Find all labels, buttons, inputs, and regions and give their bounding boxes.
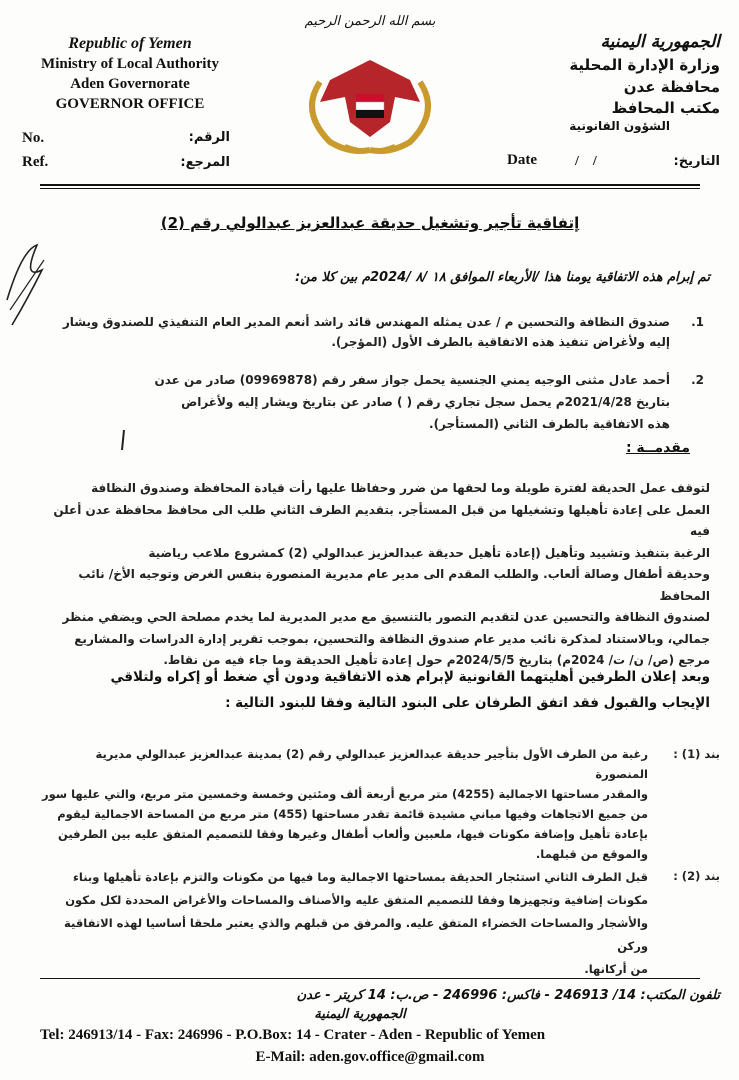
ar-republic: الجمهورية اليمنية <box>600 32 720 52</box>
eagle-emblem-icon <box>290 42 450 162</box>
ref-label-ar: المرجع: <box>180 155 230 170</box>
en-ministry: Ministry of Local Authority <box>41 56 219 72</box>
clause-line: من أركانها. <box>584 962 648 976</box>
ar-governor-office: مكتب المحافظ <box>611 99 720 117</box>
header-divider <box>40 184 700 186</box>
letterhead-en <box>30 34 230 114</box>
clause2-label: بند (2) : <box>673 869 720 883</box>
document-title: إتفاقية تأجير وتشغيل حديقة عبدالعزيز عبدالولي رقم (2) <box>160 214 580 232</box>
party1-number: 1. <box>691 315 704 329</box>
footer-ar-country: الجمهورية اليمنية <box>314 1007 406 1022</box>
clause-line: قبل الطرف الثاني استئجار الحديقة بمساحتها الاجمالية وما فيها من مكونات والتزم بإعادة تأهيلها وبناء <box>73 870 648 884</box>
clause-line: مكونات إضافية وتجهيزها وفقا للتصميم المتفق عليه والأصناف والمساحات والأغراض المحددة لكل مكون <box>65 893 648 907</box>
date-value: / / <box>575 154 597 169</box>
en-republic: Republic of Yemen <box>68 35 192 52</box>
preamble-line: الرغبة بتنفيذ وتشييد وتأهيل (إعادة تأهيل حديقة عبدالعزيز عبدالولي (2) كمشروع ملاعب رياضية <box>148 545 710 560</box>
date-label-ar: التاريخ: <box>673 154 720 169</box>
party2-line1: أحمد عادل مثنى الوجيه يمني الجنسية يحمل جواز سفر رقم (09969878) صادر من عدن <box>154 373 670 387</box>
clause-line: والمقدر مساحتها الاجمالية (4255) متر مربع أربعة ألف ومئتين وخمسة وخمسين متر مربع، والتي عليها سور <box>41 787 648 801</box>
clause-line: والموقع من قبلهما. <box>535 847 648 861</box>
clause-line: بإعادة تأهيل وإضافة مكونات فيها، ملعبين وألعاب أطفال وغيرها وفقا للتصميم المتفق عليه بين الطرفين <box>58 827 648 841</box>
preamble-line: لتوقف عمل الحديقة لفترة طويلة وما لحقها من ضرر وحفاظا عليها رأت قيادة المحافظة وصندوق النظافة <box>91 481 710 495</box>
clause1-text <box>40 744 648 864</box>
footer-divider <box>40 978 700 979</box>
preamble-line: لصندوق النظافة والتحسين عدن لتقديم التصور بالتنسيق مع مدير المديرية لما يخدم مصلحة الحي ويضفي منظر <box>62 610 710 624</box>
preamble-line: مرجع (ص/ ن/ ت/ 2024م) بتاريخ 2024/5/5م حول إعادة تأهيل الحديقة وما جاء فيه من نقاط. <box>163 653 710 667</box>
footer-ar-contact: تلفون المكتب: 14/ 246913 - فاكس: 246996 - ص.ب: 14 كريتر - عدن <box>296 988 720 1003</box>
en-governor-office: GOVERNOR OFFICE <box>55 96 205 112</box>
no-label-ar: الرقم: <box>188 130 230 145</box>
yemen-emblem <box>290 42 450 162</box>
clause1-label: بند (1) : <box>673 747 720 761</box>
preamble-line: وحديقة أطفال وصالة ألعاب. والطلب المقدم الى مدير عام مديرية المنصورة بنفس الغرض وتوجيه الأخ/ نائب المحافظ <box>78 567 710 603</box>
preamble-line: جمالي، وبالاستناد لمذكرة نائب مدير عام صندوق النظافة والتحسين، بموجب تقرير إدارة الدراسات والمشاريع <box>74 631 710 646</box>
party2-line3: هذه الاتفاقية بالطرف الثاني (المستأجر). <box>429 417 670 431</box>
clause-line: من جميع الاتجاهات وفيها مباني مشيدة قائمة تقدر مساحتها (455) متر مربع من المساحة الاجمالية ليقوم <box>57 807 648 821</box>
margin-signature-icon <box>2 240 52 330</box>
handwritten-tick-icon <box>118 428 130 452</box>
declaration-line: وبعد إعلان الطرفين أهليتهما القانونية لإبرام هذه الاتفاقية ودون أي ضغط أو إكراه ولتلاقي <box>110 669 710 685</box>
ar-governorate: محافظة عدن <box>623 78 720 96</box>
no-label: No. <box>22 130 45 146</box>
bismillah: بسم الله الرحمن الرحيم <box>304 14 436 29</box>
footer-email: E-Mail: aden.gov.office@gmail.com <box>255 1049 485 1065</box>
party1-text: صندوق النظافة والتحسين م / عدن يمثله المهندس قائد راشد أنعم المدير العام التنفيذي للصندوق ويشار إليه ولأغراض تنفيذ هذه الاتفاقية بالطرف الأول (المؤجر). <box>62 315 670 349</box>
preamble-paragraph <box>30 478 710 672</box>
footer-en-contact: Tel: 246913/14 - Fax: 246996 - P.O.Box: 14 - Crater - Aden - Republic of Yemen <box>40 1027 546 1043</box>
letterhead-ar <box>480 30 720 134</box>
clause-line: رغبة من الطرف الأول بتأجير حديقة عبدالعزيز عبدالولي رقم (2) بمدينة عبدالعزيز عبدالولي مديرية المنصورة <box>95 747 648 781</box>
ar-ministry: وزارة الإدارة المحلية <box>569 56 720 74</box>
date-label: Date <box>507 152 537 168</box>
preamble-line: العمل على إعادة تأهيلها وتشغيلها من قبل المستأجر. بتقديم الطرف الثاني طلب الى محافظ محافظة عدن أعلن فيه <box>53 502 710 538</box>
en-governorate: Aden Governorate <box>70 76 190 92</box>
ref-label: Ref. <box>22 154 49 170</box>
clause2-text <box>40 866 648 981</box>
declaration <box>40 664 710 716</box>
ar-legal-affairs: الشؤون القانونية <box>569 119 670 133</box>
clause-line: والأشجار والمساحات الخضراء المتفق عليه. والمرفق من قبلهم والذي يعتبر ملحقا أساسيا لهذه الاتفاقية وركن <box>64 916 648 953</box>
header-divider-thin <box>40 188 700 189</box>
intro-line: تم إبرام هذه الاتفاقية يومنا هذا /الأربعاء الموافق ١٨ /٨ /2024م بين كلا من: <box>294 270 710 285</box>
declaration-line: الإيجاب والقبول فقد اتفق الطرفان على البنود التالية وفقا للبنود التالية : <box>225 695 710 711</box>
party2-line2: بتاريخ 2021/4/28م يحمل سجل تجاري رقم ( ) صادر عن بتاريخ ويشار إليه ولأغراض <box>181 395 670 409</box>
preamble-heading: مقدمــة : <box>625 440 690 456</box>
party2-number: 2. <box>691 373 704 387</box>
